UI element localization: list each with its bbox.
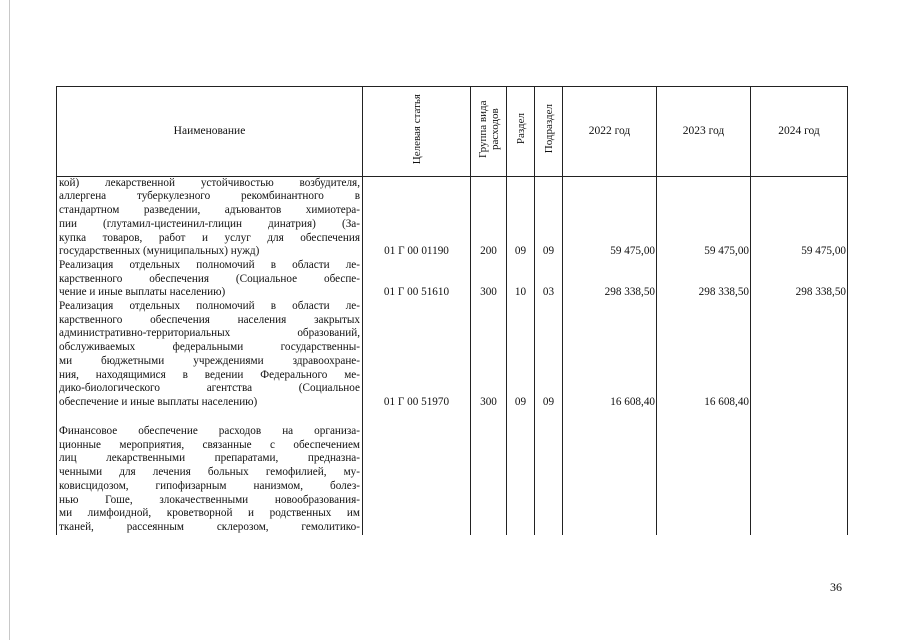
table-row bbox=[57, 410, 848, 535]
row-section: 09 bbox=[507, 300, 535, 410]
row-subsection: 09 bbox=[535, 300, 563, 410]
table-row bbox=[57, 259, 848, 300]
row-amount-2024 bbox=[751, 300, 848, 410]
row-expense-group bbox=[471, 410, 507, 535]
table-row bbox=[57, 176, 848, 259]
row-amount-2023: 298 338,50 bbox=[657, 259, 751, 300]
header-subsection: Подраздел bbox=[535, 87, 563, 177]
row-amount-2022: 59 475,00 bbox=[563, 176, 657, 259]
scan-edge bbox=[9, 0, 10, 640]
row-amount-2022 bbox=[563, 410, 657, 535]
row-amount-2024: 298 338,50 bbox=[751, 259, 848, 300]
table-row bbox=[57, 300, 848, 410]
row-target-article: 01 Г 00 51970 bbox=[363, 300, 471, 410]
row-name: Реализация отдельных полномочий в области ле- карственного обеспечения (Социальное обеспе- чение и иные выплаты населению) bbox=[57, 259, 363, 300]
row-section: 10 bbox=[507, 259, 535, 300]
row-expense-group: 200 bbox=[471, 176, 507, 259]
row-amount-2023: 59 475,00 bbox=[657, 176, 751, 259]
header-section: Раздел bbox=[507, 87, 535, 177]
row-name: кой) лекарственной устойчивостью возбудителя, аллергена туберкулезного рекомбинантного в стандартном разведении, адъювантов химиотера- пии (глутамил-цистеинил-глицин динатрия) (За- купка товаров, работ и услуг для обеспечения государственных (муниципальных) нужд) bbox=[57, 176, 363, 259]
header-year-2024: 2024 год bbox=[751, 87, 848, 177]
table-header-row bbox=[57, 87, 848, 177]
row-amount-2024: 59 475,00 bbox=[751, 176, 848, 259]
row-amount-2023: 16 608,40 bbox=[657, 300, 751, 410]
header-name: Наименование bbox=[57, 87, 363, 177]
budget-table bbox=[56, 86, 848, 535]
page-number: 36 bbox=[830, 580, 842, 594]
row-amount-2024 bbox=[751, 410, 848, 535]
row-target-article: 01 Г 00 51610 bbox=[363, 259, 471, 300]
row-name: Реализация отдельных полномочий в области ле- карственного обеспечения населения закрытых административно-территориальных образований, обслуживаемых федеральными государственны- ми бюджетными учреждениями здравоохране- ния, находящимися в ведении Федерального ме- дико-биологического агентства (Социальное обеспечение и иные выплаты населению) bbox=[57, 300, 363, 410]
row-expense-group: 300 bbox=[471, 259, 507, 300]
row-target-article: 01 Г 00 01190 bbox=[363, 176, 471, 259]
header-expense-group: Группа вида расходов bbox=[471, 87, 507, 177]
row-section bbox=[507, 410, 535, 535]
row-amount-2022: 298 338,50 bbox=[563, 259, 657, 300]
header-target-article: Целевая статья bbox=[363, 87, 471, 177]
row-name: Финансовое обеспечение расходов на организа- ционные мероприятия, связанные с обеспечением лиц лекарственными препаратами, предназна- ченными для лечения больных гемофилией, му- ковисцидозом, гипофизарным нанизмом, болез- нью Гоше, злокачественными новообразования- ми лимфоидной, кроветворной и родственных им тканей, рассеянным склерозом, гемолитико- bbox=[57, 410, 363, 535]
row-target-article bbox=[363, 410, 471, 535]
row-subsection: 03 bbox=[535, 259, 563, 300]
row-subsection bbox=[535, 410, 563, 535]
row-amount-2022: 16 608,40 bbox=[563, 300, 657, 410]
row-subsection: 09 bbox=[535, 176, 563, 259]
header-year-2022: 2022 год bbox=[563, 87, 657, 177]
header-year-2023: 2023 год bbox=[657, 87, 751, 177]
row-expense-group: 300 bbox=[471, 300, 507, 410]
row-amount-2023 bbox=[657, 410, 751, 535]
row-section: 09 bbox=[507, 176, 535, 259]
